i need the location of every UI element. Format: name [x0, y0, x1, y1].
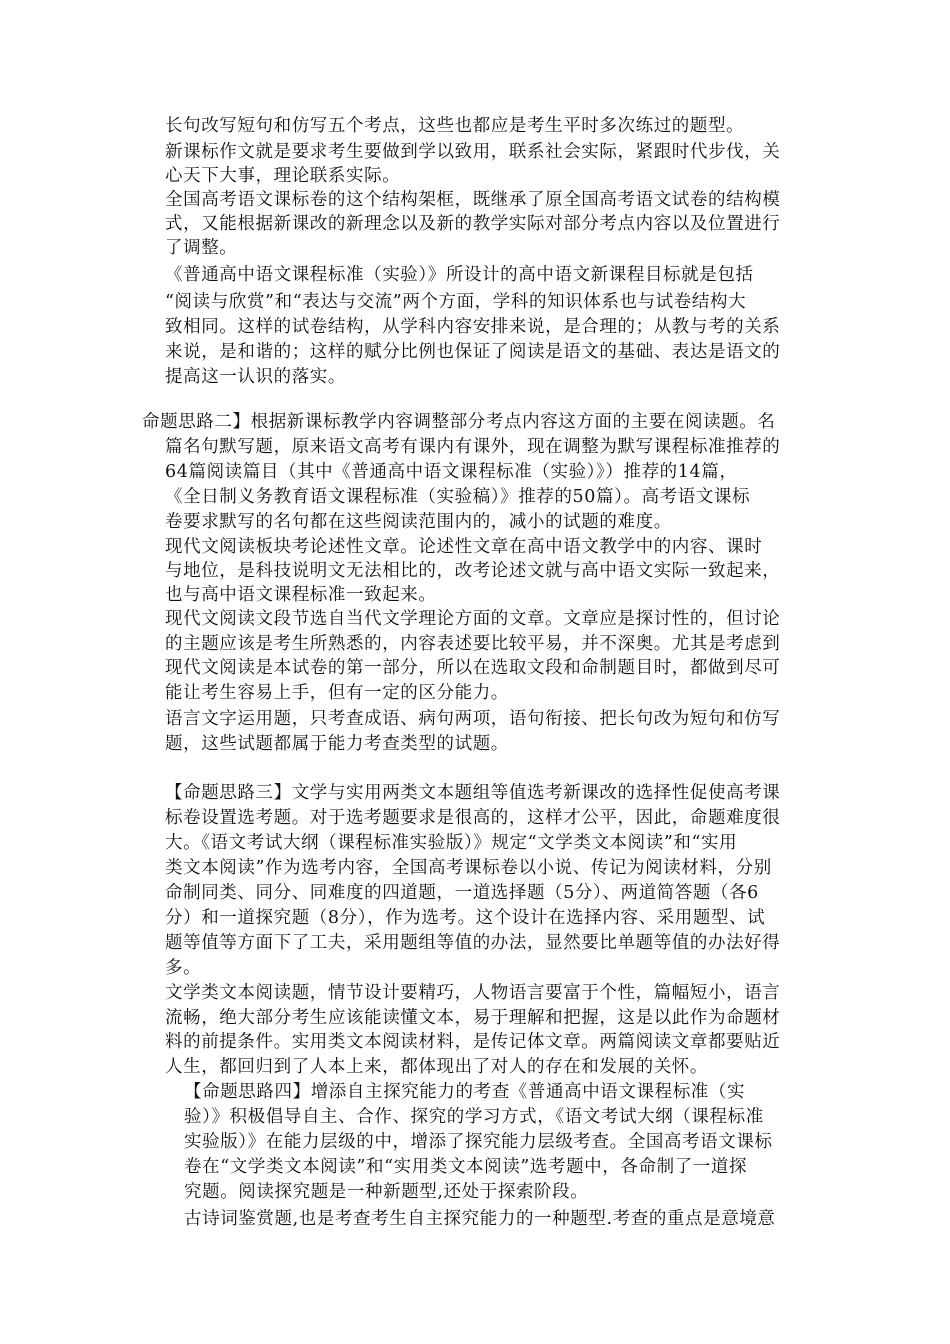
text-line: 语言文字运用题，只考查成语、病句两项，语句衔接、把长句改为短句和仿写: [165, 709, 781, 729]
text-line: 卷在“文学类文本阅读”和“实用类文本阅读”选考题中，各命制了一道探: [184, 1157, 748, 1177]
text-line: 现代文阅读文段节选自当代文学理论方面的文章。文章应是探讨性的，但讨论: [165, 609, 781, 629]
text-line: 《全日制义务教育语文课程标准（实验稿）》推荐的50篇）。高考语文课标: [165, 487, 751, 507]
text-line: 的主题应该是考生所熟悉的，内容表述要比较平易，并不深奥。尤其是考虑到: [165, 634, 781, 654]
text-line: 人生，都回归到了人本上来，都体现出了对人的存在和发展的关怀。: [165, 1057, 708, 1077]
text-line: 全国高考语文课标卷的这个结构架框，既继承了原全国高考语文试卷的结构模: [165, 190, 781, 210]
text-line: 文学类文本阅读题，情节设计要精巧，人物语言要富于个性，篇幅短小，语言: [165, 983, 781, 1003]
text-line: 致相同。这样的试卷结构，从学科内容安排来说，是合理的；从教与考的关系: [165, 317, 781, 337]
text-line: 命制同类、同分、同难度的四道题，一道选择题（5分）、两道简答题（各6: [165, 883, 759, 903]
text-line: 式，又能根据新课改的新理念以及新的教学实际对部分考点内容以及位置进行: [165, 214, 781, 234]
text-line: 验）》积极倡导自主、合作、探究的学习方式，《语文考试大纲（课程标准: [184, 1107, 764, 1127]
text-line: 大。《语文考试大纲（课程标准实验版）》规定“文学类文本阅读”和“实用: [165, 833, 738, 853]
text-line: 古诗词鉴赏题,也是考查考生自主探究能力的一种题型.考查的重点是意境意: [184, 1209, 776, 1229]
text-line: 64篇阅读篇目（其中《普通高中语文课程标准（实验）》）推荐的14篇，: [165, 462, 738, 482]
text-line: 现代文阅读是本试卷的第一部分，所以在选取文段和命制题目时，都做到尽可: [165, 658, 781, 678]
text-line: 新课标作文就是要求考生要做到学以致用，联系社会实际，紧跟时代步伐，关: [165, 142, 781, 162]
text-line: 《普通高中语文课程标准（实验）》所设计的高中语文新课程目标就是包括: [165, 265, 754, 285]
text-line: 现代文阅读板块考论述性文章。论述性文章在高中语文教学中的内容、课时: [165, 537, 763, 557]
text-line: 与地位，是科技说明文无法相比的，改考论述文就与高中语文实际一致起来，: [165, 561, 781, 581]
text-line: 究题。阅读探究题是一种新题型,还处于探索阶段。: [184, 1182, 589, 1202]
text-line: 命题思路二】根据新课标教学内容调整部分考点内容这方面的主要在阅读题。名: [142, 412, 776, 432]
text-line: 也与高中语文课程标准一致起来。: [165, 585, 437, 605]
text-line: 类文本阅读”作为选考内容，全国高考课标卷以小说、传记为阅读材料，分别: [165, 858, 772, 878]
text-line: “阅读与欣赏”和“表达与交流”两个方面，学科的知识体系也与试卷结构大: [165, 292, 747, 312]
text-line: 【命题思路三】文学与实用两类文本题组等值选考新课改的选择性促使高考课: [165, 783, 781, 803]
text-line: 能让考生容易上手，但有一定的区分能力。: [165, 683, 509, 703]
text-line: 提高这一认识的落实。: [165, 367, 346, 387]
text-line: 来说，是和谐的；这样的赋分比例也保证了阅读是语文的基础、表达是语文的: [165, 342, 781, 362]
text-line: 【命题思路四】增添自主探究能力的考查《普通高中语文课程标准（实: [184, 1082, 746, 1102]
text-line: 心天下大事，理论联系实际。: [165, 166, 401, 186]
text-line: 标卷设置选考题。对于选考题要求是很高的，这样才公平，因此，命题难度很: [165, 808, 781, 828]
text-line: 分）和一道探究题（8分），作为选考。这个设计在选择内容、采用题型、试: [165, 908, 766, 928]
text-line: 题，这些试题都属于能力考查类型的试题。: [165, 734, 509, 754]
text-line: 多。: [165, 958, 202, 978]
text-line: 题等值等方面下了工夫，采用题组等值的办法，显然要比单题等值的办法好得: [165, 933, 781, 953]
text-line: 流畅，绝大部分考生应该能读懂文本，易于理解和把握，这是以此作为命题材: [165, 1008, 781, 1028]
text-line: 了调整。: [165, 238, 238, 258]
text-line: 卷要求默写的名句都在这些阅读范围内的，减小的试题的难度。: [165, 512, 672, 532]
text-line: 料的前提条件。实用类文本阅读材料，是传记体文章。两篇阅读文章都要贴近: [165, 1032, 781, 1052]
text-line: 实验版）》在能力层级的中，增添了探究能力层级考查。全国高考语文课标: [184, 1132, 773, 1152]
text-line: 篇名句默写题，原来语文高考有课内有课外，现在调整为默写课程标准推荐的: [165, 437, 781, 457]
text-line: 长句改写短句和仿写五个考点，这些也都应是考生平时多次练过的题型。: [165, 116, 745, 136]
